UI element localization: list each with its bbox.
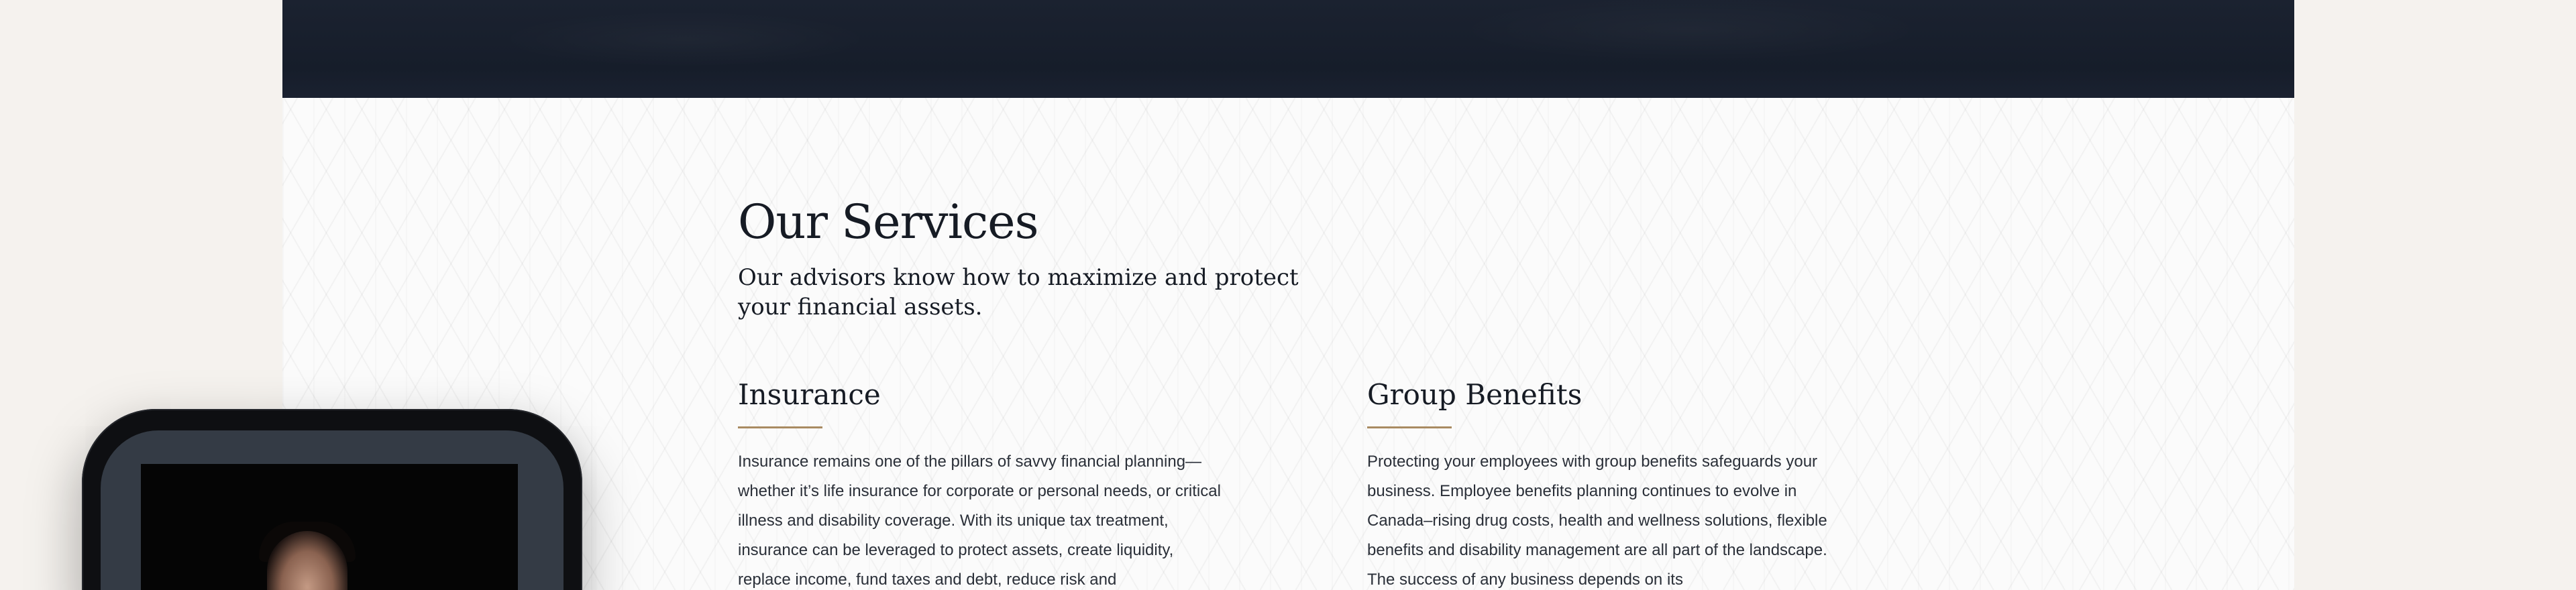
service-card-insurance [738,379,1248,590]
title-underline [738,426,822,428]
service-body-group-benefits: Protecting your employees with group benefits safeguards your business. Employee benefits planning continues to evolve in Canada–rising drug costs, health and wellness solutions, flexible benefits and disability management are all part of the landscape. The success of any business depends on its [1367,453,1827,589]
tablet-device-icon [82,409,582,590]
service-card-group-benefits [1367,379,1877,590]
service-body-insurance: Insurance remains one of the pillars of savvy financial planning—whether it’s life insurance for corporate or personal needs, or critical illness and disability coverage. With its unique tax treatment, insurance can be leveraged to protect assets, create liquidity, replace income, fund taxes and debt, reduce risk and [738,453,1221,589]
service-title-group-benefits: Group Benefits [1367,378,1582,411]
service-title-insurance: Insurance [738,378,881,411]
services-subtitle: Our advisors know how to maximize and protect your financial assets. [738,264,1299,320]
services-heading: Our Services [738,194,1038,249]
title-underline [1367,426,1452,428]
hero-banner [282,0,2294,98]
tablet-screen [141,464,518,590]
